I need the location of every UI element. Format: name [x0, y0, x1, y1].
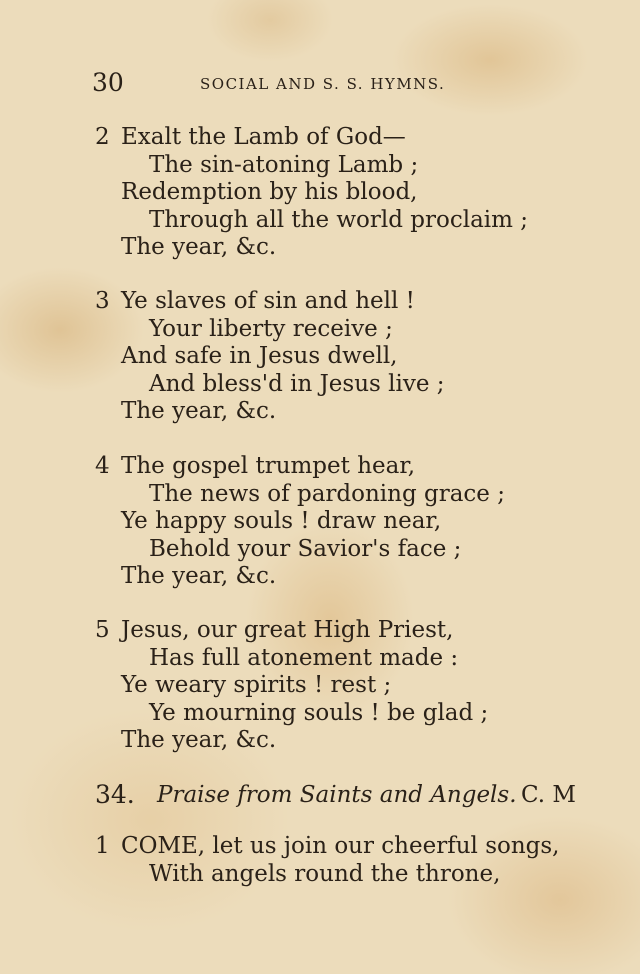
- stanza-3: [95, 288, 615, 426]
- stanza-5: [95, 617, 615, 755]
- verse-line: The sin-atoning Lamb ;: [149, 151, 419, 178]
- verse-line: Behold your Savior's face ;: [149, 535, 462, 562]
- hymn-number: 34.: [95, 780, 135, 809]
- hymn-heading: [95, 780, 615, 810]
- stanza-1: [95, 833, 615, 888]
- verse-line: COME, let us join our cheerful songs,: [121, 833, 560, 859]
- running-head: SOCIAL AND S. S. HYMNS.: [200, 75, 446, 93]
- verse-line: Ye slaves of sin and hell !: [121, 288, 415, 314]
- hymn-title: Praise from Saints and Angels.: [157, 782, 517, 808]
- verse-line: With angels round the throne,: [149, 860, 501, 887]
- verse-line: Redemption by his blood,: [121, 179, 418, 205]
- stanza-number: 2: [95, 124, 110, 150]
- stanza-number: 4: [95, 453, 110, 479]
- hymn-meter: C. M: [521, 782, 576, 808]
- verse-line: Has full atonement made :: [149, 644, 459, 671]
- stanza-number: 1: [95, 833, 110, 859]
- verse-line: Ye happy souls ! draw near,: [121, 508, 442, 534]
- stanza-number: 3: [95, 288, 110, 314]
- verse-line: Exalt the Lamb of God—: [121, 124, 406, 150]
- verse-line: And bless'd in Jesus live ;: [149, 370, 445, 397]
- stanza-4: [95, 453, 615, 591]
- refrain-line: The year, &c.: [121, 563, 277, 589]
- verse-line: And safe in Jesus dwell,: [121, 343, 398, 369]
- page-header: [92, 68, 482, 98]
- verse-line: Ye mourning souls ! be glad ;: [149, 699, 489, 726]
- verse-line: The gospel trumpet hear,: [121, 453, 416, 479]
- page-number: 30: [92, 68, 124, 97]
- refrain-line: The year, &c.: [121, 234, 277, 260]
- verse-line: Jesus, our great High Priest,: [121, 617, 454, 643]
- stanza-2: [95, 124, 615, 262]
- verse-line: Your liberty receive ;: [149, 315, 393, 342]
- verse-line: The news of pardoning grace ;: [149, 480, 505, 507]
- refrain-line: The year, &c.: [121, 727, 277, 753]
- verse-line: Through all the world proclaim ;: [149, 206, 529, 233]
- stanza-number: 5: [95, 617, 110, 643]
- refrain-line: The year, &c.: [121, 398, 277, 424]
- verse-line: Ye weary spirits ! rest ;: [121, 672, 392, 698]
